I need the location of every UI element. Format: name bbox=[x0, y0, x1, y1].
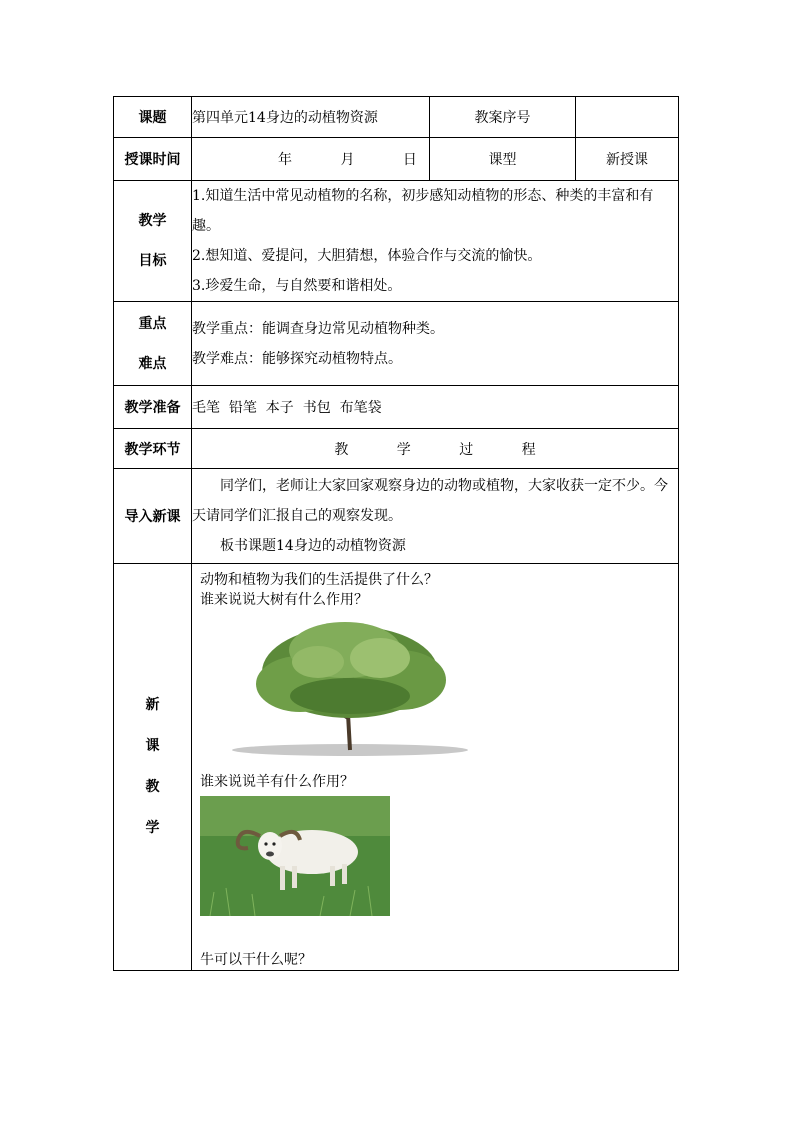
key-label bbox=[114, 302, 192, 386]
intro-paragraph: 同学们，老师让大家回家观察身边的动物或植物，大家收获一定不少。今天请同学们汇报自己的观察发现。 bbox=[192, 478, 668, 524]
key-label-1: 重点 bbox=[138, 315, 167, 332]
goal-item: 3.珍爱生命，与自然要和谐相处。 bbox=[192, 278, 402, 294]
plan-no-value bbox=[576, 97, 679, 138]
row-time bbox=[114, 138, 679, 181]
title-value: 第四单元14身边的动植物资源 bbox=[192, 97, 430, 138]
month-char: 月 bbox=[340, 152, 355, 168]
new-lesson-label bbox=[114, 564, 192, 971]
goals-label-2: 目标 bbox=[138, 253, 167, 269]
row-new-lesson bbox=[114, 564, 679, 971]
key-label-2: 难点 bbox=[138, 355, 167, 372]
question-4: 牛可以干什么呢？ bbox=[200, 952, 312, 968]
type-label: 课型 bbox=[430, 138, 576, 181]
time-label: 授课时间 bbox=[114, 138, 192, 181]
key-content bbox=[192, 302, 679, 386]
question-3: 谁来说说羊有什么作用？ bbox=[200, 774, 354, 790]
row-intro bbox=[114, 469, 679, 564]
key-point: 教学重点：能调查身边常见动植物种类。 bbox=[192, 320, 444, 337]
type-value: 新授课 bbox=[576, 138, 679, 181]
goals-label bbox=[114, 181, 192, 302]
lesson-plan-table bbox=[113, 96, 679, 971]
process-char: 教 bbox=[334, 441, 349, 458]
year-char: 年 bbox=[278, 152, 292, 168]
question-2: 谁来说说大树有什么作用？ bbox=[200, 592, 368, 608]
date-cell bbox=[192, 138, 430, 181]
prep-value: 毛笔 铅笔 本子 书包 布笔袋 bbox=[192, 386, 679, 429]
tree-image bbox=[230, 614, 490, 762]
steps-label: 教学环节 bbox=[114, 429, 192, 469]
new-lesson-char: 学 bbox=[145, 820, 160, 836]
row-key bbox=[114, 302, 679, 386]
new-lesson-content bbox=[192, 564, 679, 971]
goal-item: 1.知道生活中常见动植物的名称，初步感知动植物的形态、种类的丰富和有趣。 bbox=[192, 188, 654, 234]
intro-label: 导入新课 bbox=[114, 469, 192, 564]
intro-content bbox=[192, 469, 679, 564]
row-prep bbox=[114, 386, 679, 429]
new-lesson-char: 新 bbox=[145, 697, 160, 713]
sheep-image bbox=[200, 796, 390, 916]
goals-label-1: 教学 bbox=[138, 213, 167, 229]
process-char: 过 bbox=[459, 441, 474, 458]
row-title bbox=[114, 97, 679, 138]
tree-foliage bbox=[256, 622, 446, 718]
board-title: 板书课题14身边的动植物资源 bbox=[220, 538, 406, 554]
row-steps bbox=[114, 429, 679, 469]
goal-item: 2.想知道、爱提问，大胆猜想，体验合作与交流的愉快。 bbox=[192, 248, 542, 264]
process-char: 程 bbox=[521, 441, 536, 458]
process-heading bbox=[192, 429, 679, 469]
prep-label: 教学准备 bbox=[114, 386, 192, 429]
difficult-point: 教学难点：能够探究动植物特点。 bbox=[192, 350, 402, 367]
goals-content bbox=[192, 181, 679, 302]
plan-no-label: 教案序号 bbox=[430, 97, 576, 138]
day-char: 日 bbox=[402, 152, 417, 168]
new-lesson-char: 课 bbox=[145, 738, 160, 754]
new-lesson-char: 教 bbox=[145, 779, 160, 795]
process-char: 学 bbox=[396, 441, 411, 458]
row-goals bbox=[114, 181, 679, 302]
question-1: 动物和植物为我们的生活提供了什么？ bbox=[200, 572, 438, 588]
title-label: 课题 bbox=[114, 97, 192, 138]
